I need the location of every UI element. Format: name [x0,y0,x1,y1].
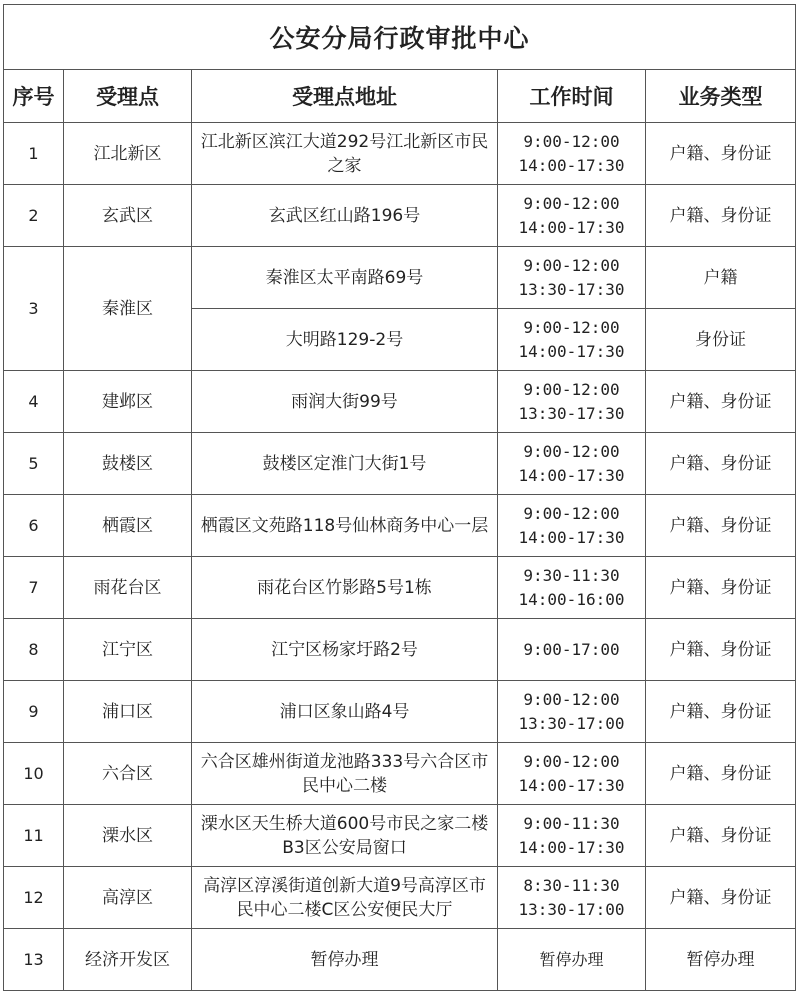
work-hours-line: 14:00-17:30 [518,465,625,485]
acceptance-point: 玄武区 [64,185,192,247]
work-hours-cell [498,433,646,495]
address-cell: 六合区雄州街道龙池路333号六合区市民中心二楼 [192,743,498,805]
address-cell: 暂停办理 [192,929,498,991]
business-type: 户籍、身份证 [646,805,796,867]
work-hours-cell [498,557,646,619]
work-hours-line: 13:30-17:00 [518,899,625,919]
business-type: 户籍、身份证 [646,867,796,929]
work-hours-line: 9:30-11:30 [523,565,620,585]
business-type: 户籍、身份证 [646,557,796,619]
acceptance-point: 栖霞区 [64,495,192,557]
work-hours-line: 14:00-17:30 [518,527,625,547]
business-type: 户籍、身份证 [646,681,796,743]
work-hours-cell [498,247,646,309]
address-cell: 鼓楼区定淮门大街1号 [192,433,498,495]
row-number: 13 [4,929,64,991]
table-title: 公安分局行政审批中心 [4,5,796,70]
work-hours-cell [498,681,646,743]
table-row [4,929,796,991]
acceptance-point: 高淳区 [64,867,192,929]
table-row [4,123,796,185]
address-cell: 江北新区滨江大道292号江北新区市民之家 [192,123,498,185]
address-cell: 大明路129-2号 [192,309,498,371]
work-hours-cell [498,619,646,681]
address-cell: 雨润大街99号 [192,371,498,433]
work-hours-line: 14:00-16:00 [518,589,625,609]
table-row [4,185,796,247]
table-row [4,867,796,929]
work-hours-cell [498,867,646,929]
row-number: 2 [4,185,64,247]
address-cell: 秦淮区太平南路69号 [192,247,498,309]
acceptance-point: 江宁区 [64,619,192,681]
work-hours-cell [498,495,646,557]
table-row [4,495,796,557]
work-hours-cell [498,185,646,247]
row-number: 5 [4,433,64,495]
row-number: 1 [4,123,64,185]
address-cell: 江宁区杨家圩路2号 [192,619,498,681]
row-number: 7 [4,557,64,619]
work-hours-line: 9:00-12:00 [523,441,620,461]
business-type: 暂停办理 [646,929,796,991]
business-type: 户籍、身份证 [646,743,796,805]
work-hours-line: 9:00-12:00 [523,193,620,213]
work-hours-line: 9:00-12:00 [523,751,620,771]
business-type: 户籍、身份证 [646,371,796,433]
acceptance-point: 雨花台区 [64,557,192,619]
address-cell: 溧水区天生桥大道600号市民之家二楼B3区公安局窗口 [192,805,498,867]
work-hours-line: 9:00-12:00 [523,503,620,523]
row-number: 11 [4,805,64,867]
row-number: 4 [4,371,64,433]
table-row [4,619,796,681]
acceptance-point: 秦淮区 [64,247,192,371]
business-type: 户籍、身份证 [646,495,796,557]
table-row [4,805,796,867]
business-type: 户籍、身份证 [646,185,796,247]
work-hours-cell [498,371,646,433]
header-hours: 工作时间 [498,70,646,123]
work-hours-line: 暂停办理 [539,949,604,969]
work-hours-line: 13:30-17:30 [518,403,625,423]
table-row [4,433,796,495]
address-cell: 雨花台区竹影路5号1栋 [192,557,498,619]
work-hours-line: 9:00-12:00 [523,255,620,275]
work-hours-line: 9:00-12:00 [523,689,620,709]
acceptance-point: 江北新区 [64,123,192,185]
work-hours-line: 9:00-12:00 [523,379,620,399]
row-number: 8 [4,619,64,681]
work-hours-line: 13:30-17:30 [518,279,625,299]
row-number: 9 [4,681,64,743]
work-hours-line: 14:00-17:30 [518,155,625,175]
row-number: 12 [4,867,64,929]
table-row [4,743,796,805]
work-hours-cell [498,123,646,185]
work-hours-line: 9:00-12:00 [523,131,620,151]
acceptance-point: 浦口区 [64,681,192,743]
table-row [4,371,796,433]
business-type: 户籍、身份证 [646,619,796,681]
address-cell: 高淳区淳溪街道创新大道9号高淳区市民中心二楼C区公安便民大厅 [192,867,498,929]
header-no: 序号 [4,70,64,123]
work-hours-line: 14:00-17:30 [518,837,625,857]
acceptance-point: 鼓楼区 [64,433,192,495]
row-number: 6 [4,495,64,557]
work-hours-cell [498,805,646,867]
acceptance-point: 溧水区 [64,805,192,867]
business-type: 户籍、身份证 [646,433,796,495]
header-address: 受理点地址 [192,70,498,123]
work-hours-cell [498,309,646,371]
work-hours-line: 14:00-17:30 [518,217,625,237]
address-cell: 玄武区红山路196号 [192,185,498,247]
acceptance-point: 建邺区 [64,371,192,433]
header-business: 业务类型 [646,70,796,123]
header-point: 受理点 [64,70,192,123]
approval-center-table [3,4,796,991]
table-row [4,557,796,619]
work-hours-line: 9:00-17:00 [523,639,620,659]
work-hours-line: 8:30-11:30 [523,875,620,895]
work-hours-line: 14:00-17:30 [518,341,625,361]
work-hours-line: 9:00-12:00 [523,317,620,337]
business-type: 户籍、身份证 [646,123,796,185]
business-type: 户籍 [646,247,796,309]
table-row [4,681,796,743]
work-hours-cell [498,929,646,991]
acceptance-point: 经济开发区 [64,929,192,991]
table-row [4,247,796,309]
work-hours-line: 13:30-17:00 [518,713,625,733]
business-type: 身份证 [646,309,796,371]
work-hours-line: 14:00-17:30 [518,775,625,795]
address-cell: 栖霞区文苑路118号仙林商务中心一层 [192,495,498,557]
work-hours-line: 9:00-11:30 [523,813,620,833]
acceptance-point: 六合区 [64,743,192,805]
row-number: 10 [4,743,64,805]
address-cell: 浦口区象山路4号 [192,681,498,743]
row-number: 3 [4,247,64,371]
work-hours-cell [498,743,646,805]
